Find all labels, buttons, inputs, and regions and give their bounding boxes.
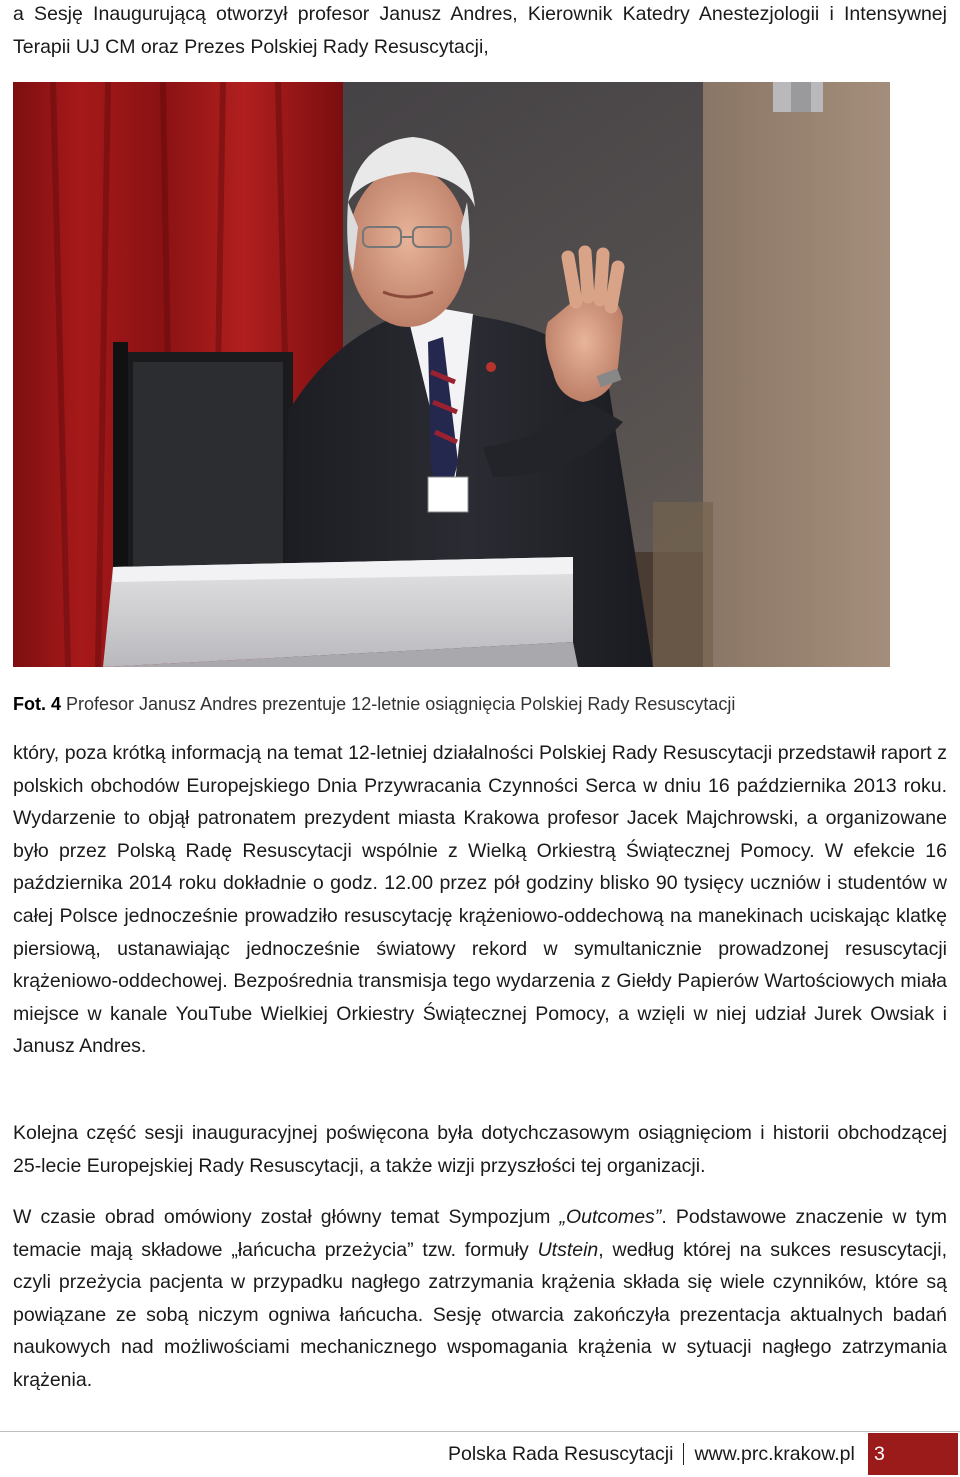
- caption-label: Fot. 4: [13, 694, 61, 714]
- p3-text-b: . Podstawowe znaczenie w tym temacie mają składowe „łańcucha przeżycia” tzw. formuły: [13, 1206, 948, 1261]
- footer-org: Polska Rada Resuscytacji: [448, 1443, 674, 1465]
- p3-text-a: W czasie obrad omówiony został główny temat Sympozjum: [13, 1206, 560, 1228]
- footer-divider: [0, 1431, 960, 1432]
- photo-caption: [13, 690, 947, 718]
- intro-paragraph: a Sesję Inaugurującą otworzył profesor Janusz Andres, Kierownik Katedry Anestezjologii i Intensywnej Terapii UJ CM oraz Prezes Polskiej Rady Resuscytacji,: [13, 3, 947, 58]
- badge-gap: [862, 1433, 868, 1475]
- body-paragraph-3: [13, 1201, 947, 1397]
- footer-url-link[interactable]: www.prc.krakow.pl: [694, 1443, 855, 1465]
- p3-text-c: , według której na sukces resuscytacji, czyli przeżycia pacjenta w przypadku nagłego zatrzymania krążenia składa się wiele czynników, które są powiązane ze sobą niczym ogniwa łańcucha. Sesję otwarcia zakończyła prezentacja aktualnych badań naukowych nad możliwościami mechanicznego wspomagania krążenia w sytuacji nagłego zatrzymania krążenia.: [13, 1238, 947, 1391]
- page-number: 3: [874, 1443, 885, 1465]
- page-number-badge: [862, 1433, 958, 1475]
- caption-text: Profesor Janusz Andres prezentuje 12-letnie osiągnięcia Polskiej Rady Resuscytacji: [66, 694, 736, 714]
- body-paragraph-2: Kolejna część sesji inauguracyjnej poświęcona była dotychczasowym osiągnięciom i historii obchodzącej 25-lecie Europejskiej Rady Resuscytacji, a także wizji przyszłości tej organizacji.: [13, 1122, 947, 1177]
- p3-outcomes: „Outcomes”: [559, 1206, 662, 1228]
- footer-separator: [683, 1443, 684, 1465]
- body-paragraph-1: który, poza krótką informacją na temat 12-letniej działalności Polskiej Rady Resuscytacji przedstawił raport z polskich obchodów Europejskiego Dnia Przywracania Czynności Serca w dniu 16 października 2013 roku. Wydarzenie to objął patronatem prezydent miasta Krakowa profesor Jacek Majchrowski, a organizowane było przez Polską Radę Resuscytacji wspólnie z Wielką Orkiestrą Świątecznej Pomocy. W efekcie 16 października 2014 roku dokładnie o godz. 12.00 przez pół godziny blisko 90 tysięcy uczniów i studentów w całej Polsce jednocześnie prowadziło resuscytację krążeniowo-oddechową na manekinach uciskając klatkę piersiową, ustanawiając jednocześnie światowy rekord w symultanicznie prowadzonej resuscytacji krążeniowo-oddechowej. Bezpośrednia transmisja tego wydarzenia z Giełdy Papierów Wartościowych miała miejsce w kanale YouTube Wielkiej Orkiestry Świątecznej Pomocy, a wzięli w niej udział Jurek Owsiak i Janusz Andres.: [13, 742, 947, 1058]
- page-footer: [448, 1436, 855, 1472]
- p3-utstein: Utstein: [537, 1238, 599, 1261]
- photo-speaker-at-podium-icon: [13, 82, 890, 667]
